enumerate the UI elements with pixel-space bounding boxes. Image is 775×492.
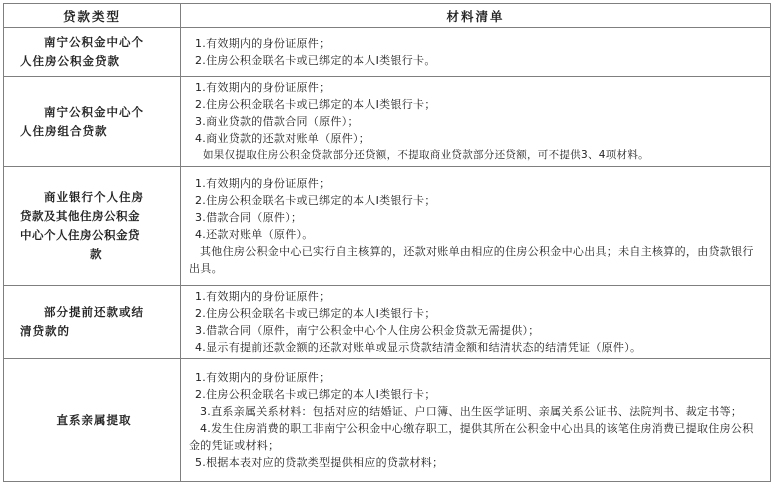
loan-type-line: 南宁公积金中心个 xyxy=(44,104,144,119)
material-note: 如果仅提取住房公积金贷款部分还贷额，不提取商业贷款部分还贷额，可不提供3、4项材料。 xyxy=(203,149,649,161)
loan-type-line: 贷款及其他住房公积金 xyxy=(20,209,140,223)
loan-type-line: 南宁公积金中心个 xyxy=(44,35,144,49)
materials-cell xyxy=(181,28,771,77)
loan-type-line: 清贷款的 xyxy=(20,324,70,338)
loan-type-cell xyxy=(4,28,181,77)
header-materials: 材料清单 xyxy=(181,4,771,28)
loan-type-cell xyxy=(4,359,181,482)
table-row xyxy=(4,28,771,77)
loan-type-line: 中心个人住房公积金贷 xyxy=(20,228,140,242)
material-item: 2.住房公积金联名卡或已绑定的本人I类银行卡； xyxy=(195,388,436,401)
material-item: 4.显示有提前还款金额的还款对账单或显示贷款结清金额和结清状态的结清凭证（原件）。 xyxy=(195,341,642,354)
table-row xyxy=(4,77,771,167)
table-header-row xyxy=(4,4,771,28)
loan-materials-table xyxy=(3,3,771,482)
loan-type-line: 人住房组合贷款 xyxy=(20,123,108,138)
material-item: 4.还款对账单（原件）。 xyxy=(195,228,314,241)
loan-type-line: 商业银行个人住房 xyxy=(44,190,144,204)
material-item: 2.住房公积金联名卡或已绑定的本人I类银行卡； xyxy=(195,194,436,207)
material-item: 1.有效期内的身份证原件； xyxy=(195,371,331,384)
loan-type-cell xyxy=(4,286,181,359)
material-item: 1.有效期内的身份证原件； xyxy=(195,177,331,190)
material-item: 3.借款合同（原件，南宁公积金中心个人住房公积金贷款无需提供）； xyxy=(195,324,540,337)
material-item: 4.商业贷款的还款对账单（原件）； xyxy=(195,132,371,145)
loan-type-line: 人住房公积金贷款 xyxy=(20,54,120,68)
material-item: 3.商业贷款的借款合同（原件）； xyxy=(195,115,359,128)
materials-cell xyxy=(181,167,771,286)
table-row xyxy=(4,286,771,359)
material-note: 其他住房公积金中心已实行自主核算的，还款对账单由相应的住房公积金中心出具；未自主核算的，由贷款银行出具。 xyxy=(189,245,754,275)
table-row xyxy=(4,359,771,482)
materials-cell xyxy=(181,286,771,359)
material-item: 2.住房公积金联名卡或已绑定的本人I类银行卡。 xyxy=(195,54,436,67)
material-item: 2.住房公积金联名卡或已绑定的本人I类银行卡； xyxy=(195,307,436,320)
loan-type-cell xyxy=(4,77,181,167)
material-item: 5.根据本表对应的贷款类型提供相应的贷款材料； xyxy=(195,456,444,469)
materials-cell xyxy=(181,359,771,482)
loan-type-line: 款 xyxy=(90,247,103,261)
material-item: 1.有效期内的身份证原件； xyxy=(195,290,331,303)
loan-type-line: 直系亲属提取 xyxy=(56,412,132,427)
loan-type-cell xyxy=(4,167,181,286)
material-item: 3.直系亲属关系材料：包括对应的结婚证、户口簿、出生医学证明、亲属关系公证书、法院判书、裁定书等； xyxy=(200,405,743,418)
material-item: 4.发生住房消费的职工非南宁公积金中心缴存职工，提供其所在公积金中心出具的该笔住房消费已提取住房公积金的凭证或材料； xyxy=(189,422,754,452)
material-item: 3.借款合同（原件）； xyxy=(195,211,303,224)
loan-type-line: 部分提前还款或结 xyxy=(44,305,144,319)
material-item: 1.有效期内的身份证原件； xyxy=(195,81,331,94)
table-row xyxy=(4,167,771,286)
material-item: 2.住房公积金联名卡或已绑定的本人I类银行卡； xyxy=(195,98,436,111)
header-loan-type: 贷款类型 xyxy=(4,4,181,28)
material-item: 1.有效期内的身份证原件； xyxy=(195,37,331,50)
materials-cell xyxy=(181,77,771,167)
